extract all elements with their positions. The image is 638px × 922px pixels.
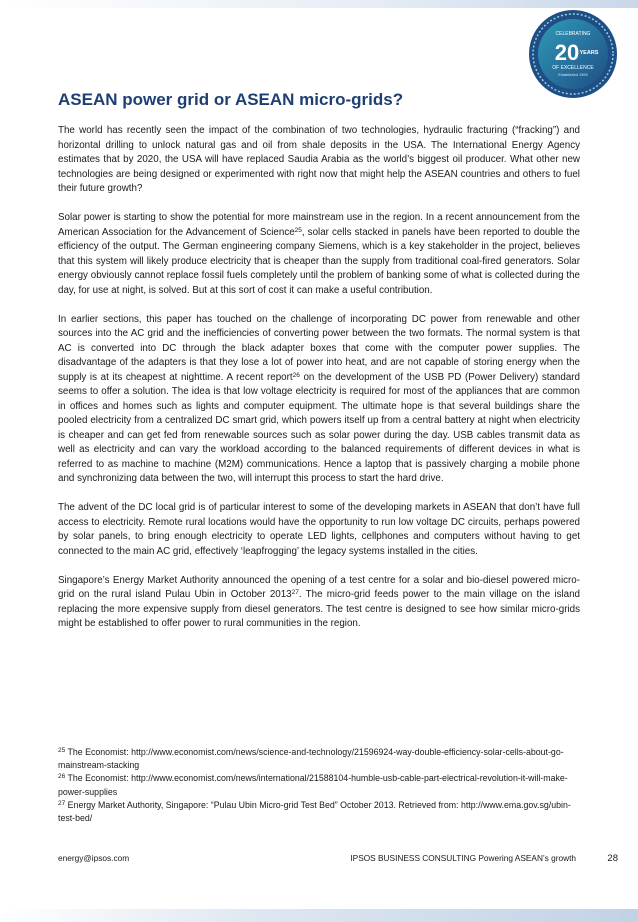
paragraph-dc-power: In earlier sections, this paper has touched on the challenge of incorporating DC power from renewable and other sources into the AC grid and the inefficiencies of converting power between the two formats. The normal system is that AC is converted into DC through the black adapter boxes that come with the computer power supplies. The disadvantage of the adapters is that they lose a lot of power into heat, and are not capable of storing energy when the supply is at its cheapest at nighttime. A recent report$^{26}$ on the development of the USB PD (Power Delivery) standard seems to offer a solution. The idea is that low voltage electricity is required for most of the appliances that are common in offices and homes such as lights and computer equipment. The ultimate hope is that several buildings share the pooled electricity from a centralized DC smart grid, which powers itself up from a central battery at night when electricity is cheaper and can get fed from renewable sources such as solar power during the day. USB cables transmit data as well as electricity and can vary the workload according to the balanced requirements of different devices in what is referred to as machine to machine (M2M) communications. Hence a laptop that is passively charging a mobile phone and synchronizing data between the two, will interrupt this process to start the hard drive.: [58, 313, 580, 484]
svg-text:YEARS: YEARS: [579, 50, 599, 56]
paragraph-fracking: The world has recently seen the impact of the combination of two technologies, hydraulic fracturing (“fracking”) and horizontal drilling to unlock natural gas and oil from shale deposits in the USA. The International Energy Agency estimates that by 2020, the USA will have replaced Saudia Arabia as the world’s biggest oil producer. What other new technologies are being designed or experimented with right now that might help the ASEAN countries and others to fuel their future growth?: [58, 125, 580, 194]
footer-email: energy@ipsos.com: [58, 853, 130, 863]
top-decorative-band: [0, 0, 638, 8]
svg-text:CELEBRATING: CELEBRATING: [555, 31, 591, 37]
footnotes: [58, 746, 580, 825]
footnote-26: $^{26}$ The Economist: http://www.economist.com/news/international/21588104-humble-usb-cable-part-electrical-revolution-it-will-make-power-supplies: [58, 773, 568, 797]
footer-document-title: IPSOS BUSINESS CONSULTING Powering ASEAN’s growth: [350, 853, 576, 863]
footnote-ref-26: 26: [292, 371, 300, 379]
paragraph-solar-power: Solar power is starting to show the potential for more mainstream use in the region. In a recent announcement from the American Association for the Advancement of Science$^{25}$, solar cells stacked in panels have been reported to double the efficiency of the output. The German engineering company Siemens, which is a key stakeholder in the project, believes that this system will likely produce electricity that is cheaper than the supply from traditional coal-fired generators. Solar energy obviously cannot replace fossil fuels completely until the problem of banking some of what is collected during the day, for use at night, is solved. But at this sort of cost it can make a useful contribution.: [58, 212, 580, 296]
paragraph-singapore-micro-grid: Singapore’s Energy Market Authority announced the opening of a test centre for a solar and bio-diesel powered micro-grid on the rural island Pulau Ubin in October 2013$^{27}$. The micro-grid feeds power to the main village on the island replacing the more expensive supply from diesel generators. The test centre is designed to see how similar micro-grids might be established to offer power to rural communities in the region.: [58, 574, 580, 629]
svg-text:Established 1993: Established 1993: [558, 73, 588, 77]
page-heading: ASEAN power grid or ASEAN micro-grids?: [58, 90, 404, 109]
bottom-decorative-band: [0, 909, 638, 922]
page-footer: [58, 853, 618, 867]
footnote-ref-25: 25: [294, 226, 302, 234]
page-number: 28: [607, 853, 618, 864]
paragraph-dc-local-grid: The advent of the DC local grid is of particular interest to some of the developing markets in ASEAN that don’t have full access to electricity. Remote rural locations would have the opportunity to run low voltage DC circuits, perhaps powered by solar panels, to bring enough electricity to operate LED lights, cellphones and computers without having to get connected to the main AC grid, effectively ‘leapfrogging’ the legacy systems installed in the cities.: [58, 502, 580, 557]
body-text: [58, 124, 580, 646]
svg-text:20: 20: [554, 40, 580, 65]
footnote-ref-27: 27: [291, 589, 299, 597]
footnote-25: $^{25}$ The Economist: http://www.economist.com/news/science-and-technology/21596924-way-double-efficiency-solar-cells-about-go-mainstream-stacking: [58, 747, 564, 771]
anniversary-seal-logo: [527, 8, 619, 100]
footnote-27: $^{27}$ Energy Market Authority, Singapore: “Pulau Ubin Micro-grid Test Bed” October 2013. Retrieved from: http://www.ema.gov.sg/ubin-test-bed/: [58, 799, 571, 824]
svg-text:OF EXCELLENCE: OF EXCELLENCE: [552, 65, 594, 71]
